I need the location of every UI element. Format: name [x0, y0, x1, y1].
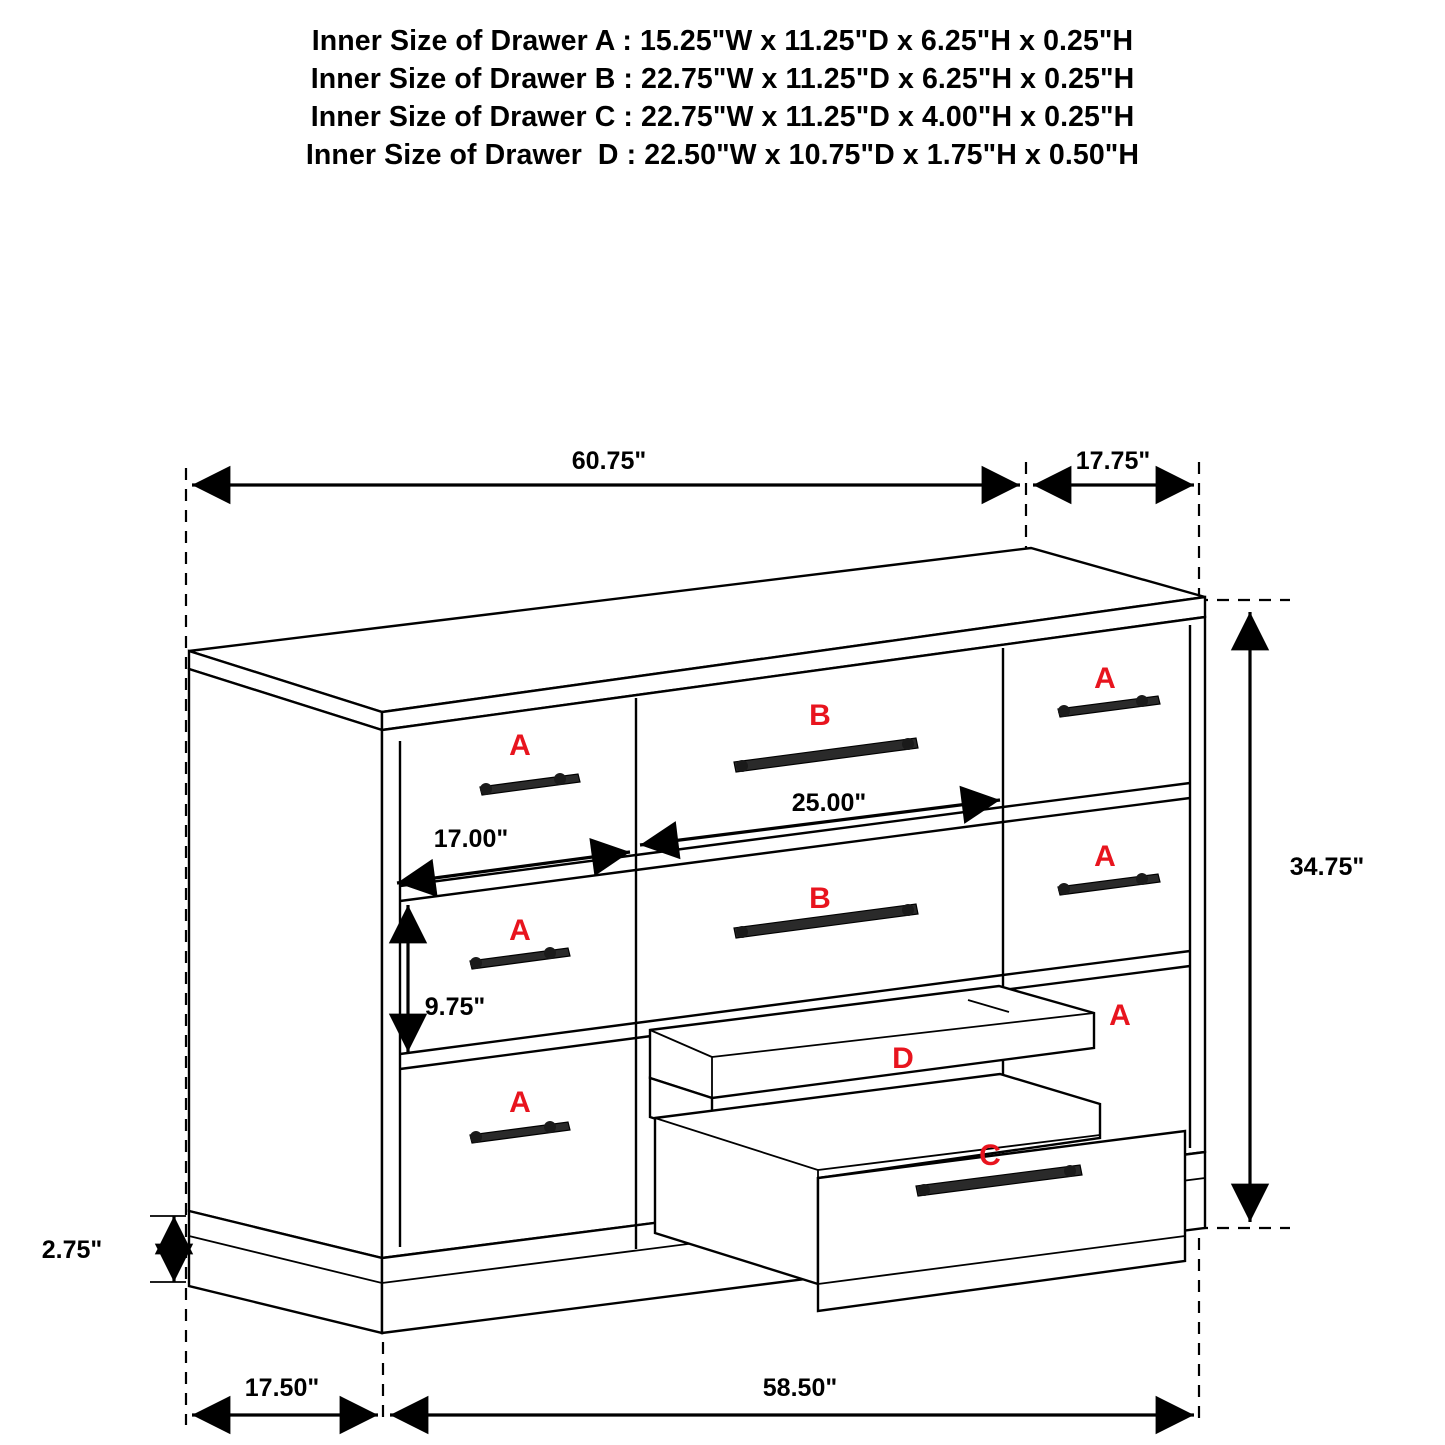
drawer-label-a2: A — [509, 914, 531, 947]
drawer-label-c: C — [979, 1139, 1001, 1172]
drawer-label-a1: A — [509, 729, 531, 762]
drawer-label-b1: B — [809, 699, 831, 732]
drawer-label-a6: A — [1109, 999, 1131, 1032]
drawer-label-b2: B — [809, 882, 831, 915]
dim-interior-depth: 25.00" — [791, 789, 867, 817]
dim-base-height: 2.75" — [41, 1236, 103, 1264]
dim-overall-height: 34.75" — [1289, 853, 1365, 881]
dim-top-depth: 17.75" — [1075, 447, 1151, 475]
spec-line-b: Inner Size of Drawer B : 22.75"W x 11.25"D x 6.25"H x 0.25"H — [310, 63, 1135, 95]
drawer-label-a4: A — [1094, 662, 1116, 695]
spec-line-d: Inner Size of Drawer D : 22.50"W x 10.75"D x 1.75"H x 0.50"H — [305, 139, 1140, 171]
dim-top-width: 60.75" — [571, 447, 647, 475]
spec-line-c: Inner Size of Drawer C : 22.75"W x 11.25"D x 4.00"H x 0.25"H — [310, 101, 1135, 133]
drawer-label-a3: A — [509, 1086, 531, 1119]
dim-drawer-a-width: 17.00" — [433, 825, 509, 853]
spec-line-a: Inner Size of Drawer A : 15.25"W x 11.25"D x 6.25"H x 0.25"H — [311, 25, 1134, 57]
drawer-label-a5: A — [1094, 840, 1116, 873]
dim-base-width: 58.50" — [762, 1374, 838, 1402]
drawer-label-d: D — [892, 1042, 914, 1075]
dim-drawer-a-height: 9.75" — [424, 993, 486, 1021]
dim-base-depth: 17.50" — [244, 1374, 320, 1402]
